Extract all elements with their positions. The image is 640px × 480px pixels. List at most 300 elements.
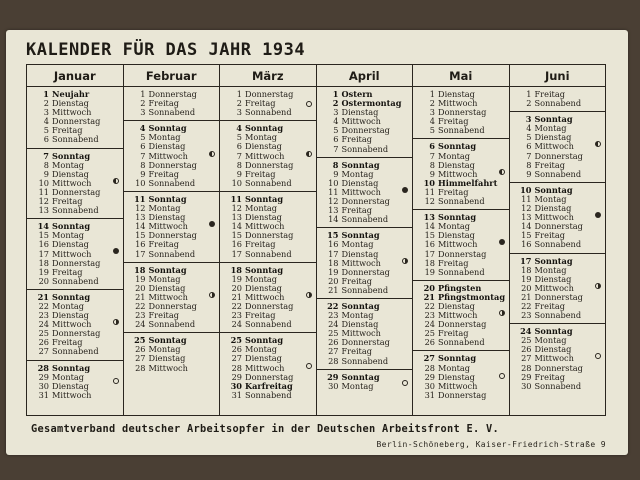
day-label: Dienstag: [52, 380, 89, 391]
day-number: 17: [424, 248, 435, 259]
day-label: Freitag: [534, 159, 565, 170]
day-number: 7: [140, 150, 146, 161]
day-number: 27: [328, 346, 339, 357]
day-number: 17: [135, 248, 146, 259]
day-number: 27: [38, 346, 49, 357]
day-number: 16: [231, 239, 242, 250]
day-label: Mittwoch: [148, 291, 188, 302]
day-label: Mittwoch: [438, 380, 478, 391]
day-row: [36, 206, 120, 215]
day-number: 29: [38, 371, 49, 382]
day-row: [422, 268, 506, 277]
moon-phase-icon: [402, 380, 408, 386]
day-label: Dienstag: [341, 107, 379, 118]
day-row: [133, 108, 217, 117]
day-number: 21: [423, 291, 435, 302]
day-number: 24: [328, 319, 339, 330]
moon-phase-icon: [306, 101, 312, 107]
day-label: Donnerstag: [534, 221, 583, 232]
day-label: Freitag: [438, 186, 469, 197]
day-row: [422, 197, 506, 206]
day-number: 3: [236, 107, 242, 118]
moon-phase-icon: [306, 151, 312, 157]
day-label: Mittwoch: [438, 168, 478, 179]
day-number: 1: [43, 89, 49, 99]
day-row: [326, 382, 410, 391]
day-number: 17: [38, 248, 49, 259]
week-block: [510, 183, 606, 254]
day-label: Dienstag: [52, 239, 89, 250]
day-row: [519, 170, 603, 179]
day-label: Donnerstag: [534, 291, 583, 302]
day-number: 25: [521, 335, 532, 346]
day-number: 21: [521, 291, 532, 302]
day-label: Freitag: [245, 98, 276, 109]
day-number: 3: [333, 107, 339, 118]
day-number: 7: [43, 150, 49, 161]
day-number: 20: [38, 275, 49, 286]
day-label: Mittwoch: [534, 282, 574, 293]
day-row: [422, 338, 506, 347]
day-label: Dienstag: [52, 168, 89, 179]
day-label: Sonnabend: [534, 168, 582, 179]
day-number: 26: [38, 337, 49, 348]
day-number: 27: [231, 353, 242, 364]
day-label: Dienstag: [52, 98, 89, 109]
day-label: Sonntag: [438, 141, 477, 152]
week-block: [510, 87, 606, 112]
day-label: Sonntag: [534, 326, 573, 337]
day-number: 16: [424, 239, 435, 250]
day-number: 16: [135, 239, 146, 250]
day-label: Mittwoch: [534, 353, 574, 364]
day-label: Montag: [52, 371, 84, 382]
day-label: Donnerstag: [148, 300, 197, 311]
day-label: Dienstag: [148, 141, 186, 152]
day-number: 21: [135, 291, 146, 302]
day-number: 2: [140, 98, 146, 109]
day-number: 14: [135, 221, 146, 232]
day-number: 8: [43, 159, 49, 170]
day-number: 10: [520, 184, 532, 195]
day-number: 6: [236, 141, 242, 152]
day-row: [36, 135, 120, 144]
calendar-card: [6, 30, 628, 455]
week-block: [220, 263, 316, 334]
day-number: 31: [38, 389, 49, 400]
day-label: Freitag: [341, 346, 372, 357]
day-number: 2: [43, 98, 49, 109]
day-number: 13: [423, 212, 435, 223]
day-label: Donnerstag: [534, 362, 583, 373]
day-label: Mittwoch: [341, 257, 381, 268]
day-number: 19: [521, 273, 532, 284]
day-label: Sonnabend: [148, 248, 196, 259]
day-row: [36, 277, 120, 286]
day-number: 11: [38, 186, 49, 197]
day-row: [519, 99, 603, 108]
day-number: 5: [43, 125, 49, 136]
day-label: Mittwoch: [438, 239, 478, 250]
day-label: Mittwoch: [341, 116, 381, 127]
publisher-name: Gesamtverband deutscher Arbeitsopfer in der Deutschen Arbeitsfront E. V.: [31, 423, 499, 435]
day-number: 6: [140, 141, 146, 152]
day-number: 28: [231, 362, 242, 373]
calendar-title: KALENDER FÜR DAS JAHR 1934: [26, 40, 306, 60]
week-block: [220, 87, 316, 121]
day-label: Mittwoch: [245, 221, 285, 232]
day-label: Dienstag: [438, 230, 475, 241]
day-number: 9: [333, 168, 339, 179]
day-number: 21: [231, 291, 242, 302]
day-number: 13: [521, 212, 532, 223]
moon-phase-icon: [209, 151, 215, 157]
day-label: Sonnabend: [148, 319, 196, 330]
day-number: 10: [231, 177, 242, 188]
day-number: 1: [429, 89, 435, 99]
day-number: 29: [424, 371, 435, 382]
day-label: Freitag: [52, 196, 83, 207]
calendar-grid: [26, 64, 606, 416]
day-label: Mittwoch: [148, 150, 188, 161]
day-label: Montag: [341, 380, 374, 391]
day-label: Freitag: [534, 371, 565, 382]
day-number: 2: [332, 98, 339, 109]
day-number: 23: [135, 310, 146, 321]
day-number: 5: [333, 125, 339, 136]
day-label: Donnerstag: [341, 337, 390, 348]
publisher-address: Berlin-Schöneberg, Kaiser-Friedrich-Straße 9: [376, 440, 606, 449]
day-number: 20: [231, 282, 242, 293]
moon-phase-icon: [113, 178, 119, 184]
day-label: Sonnabend: [52, 275, 99, 286]
day-label: Sonntag: [534, 255, 573, 266]
day-label: Montag: [534, 193, 567, 204]
day-number: 5: [236, 132, 242, 143]
day-label: Sonnabend: [52, 205, 99, 216]
day-label: Sonnabend: [52, 346, 99, 357]
day-label: Dienstag: [52, 310, 89, 321]
day-number: 22: [424, 300, 435, 311]
day-number: 1: [526, 89, 532, 99]
week-block: [220, 333, 316, 403]
day-number: 12: [424, 196, 435, 207]
day-label: Mittwoch: [341, 328, 381, 339]
day-number: 5: [140, 132, 146, 143]
day-label: Dienstag: [148, 212, 186, 223]
moon-phase-icon: [113, 378, 119, 384]
day-label: Montag: [534, 123, 567, 134]
day-number: 28: [424, 362, 435, 373]
week-block: [317, 228, 413, 299]
day-label: Freitag: [245, 310, 276, 321]
day-label: Montag: [245, 344, 277, 355]
day-number: 20: [135, 282, 146, 293]
day-label: Dienstag: [438, 371, 475, 382]
moon-phase-icon: [499, 310, 505, 316]
day-label: Montag: [52, 159, 84, 170]
day-number: 19: [38, 266, 49, 277]
day-label: Sonnabend: [438, 125, 485, 136]
month-name: Mai: [413, 65, 509, 87]
day-number: 19: [231, 273, 242, 284]
day-number: 30: [38, 380, 49, 391]
day-number: 22: [521, 300, 532, 311]
day-number: 8: [332, 159, 339, 170]
day-number: 14: [231, 221, 242, 232]
day-number: 24: [135, 319, 146, 330]
week-block: [220, 121, 316, 192]
day-label: Sonntag: [341, 230, 380, 241]
day-number: 14: [328, 214, 339, 225]
day-number: 26: [231, 344, 242, 355]
day-label: Sonntag: [438, 353, 477, 364]
day-number: 10: [135, 177, 146, 188]
day-label: Montag: [52, 300, 84, 311]
day-label: Montag: [438, 362, 470, 373]
day-label: Dienstag: [438, 89, 475, 99]
day-number: 21: [328, 284, 339, 295]
day-number: 31: [231, 389, 242, 400]
day-label: Dienstag: [245, 353, 282, 364]
day-label: Sonntag: [148, 193, 187, 204]
week-block: [413, 351, 509, 402]
week-block: [317, 158, 413, 229]
day-label: Mittwoch: [52, 389, 92, 400]
week-block: [124, 333, 220, 375]
day-number: 8: [140, 159, 146, 170]
day-number: 15: [38, 230, 49, 241]
day-number: 12: [135, 203, 146, 214]
day-number: 27: [423, 353, 435, 364]
day-label: Mittwoch: [245, 291, 285, 302]
week-block: [413, 139, 509, 210]
day-number: 9: [236, 168, 242, 179]
day-label: Dienstag: [245, 282, 282, 293]
day-number: 15: [135, 230, 146, 241]
day-label: Dienstag: [534, 203, 572, 214]
day-label: Dienstag: [245, 212, 282, 223]
day-label: Donnerstag: [245, 230, 294, 241]
day-number: 22: [38, 300, 49, 311]
day-row: [229, 391, 313, 400]
day-label: Mittwoch: [52, 319, 92, 330]
day-label: Donnerstag: [341, 125, 390, 136]
day-number: 4: [236, 123, 242, 134]
day-label: Pfingstmontag: [438, 291, 506, 302]
month-column: [510, 65, 606, 415]
day-number: 10: [423, 177, 435, 188]
day-number: 2: [526, 98, 532, 109]
day-label: Sonntag: [534, 114, 573, 125]
day-label: Dienstag: [534, 132, 572, 143]
day-label: Freitag: [245, 168, 276, 179]
month-column: [413, 65, 510, 415]
day-number: 13: [38, 205, 49, 216]
day-number: 13: [328, 205, 339, 216]
day-number: 18: [328, 257, 339, 268]
day-number: 5: [429, 125, 435, 136]
day-number: 20: [423, 282, 435, 293]
week-block: [317, 370, 413, 394]
week-block: [220, 192, 316, 263]
day-label: Freitag: [534, 230, 565, 241]
week-block: [124, 263, 220, 334]
day-label: Donnerstag: [438, 248, 487, 259]
day-label: Sonnabend: [245, 177, 292, 188]
week-block: [510, 254, 606, 325]
day-number: 12: [38, 196, 49, 207]
day-number: 18: [38, 257, 49, 268]
day-number: 3: [140, 107, 146, 118]
week-block: [124, 121, 220, 192]
day-label: Sonnabend: [245, 319, 292, 330]
week-block: [27, 361, 123, 403]
day-number: 22: [231, 300, 242, 311]
day-number: 23: [424, 310, 435, 321]
day-label: Sonnabend: [148, 107, 196, 118]
day-label: Sonntag: [52, 221, 91, 232]
day-label: Sonnabend: [534, 98, 582, 109]
day-number: 18: [521, 264, 532, 275]
day-number: 23: [231, 310, 242, 321]
day-label: Donnerstag: [52, 328, 101, 339]
day-label: Freitag: [341, 134, 372, 145]
day-label: Freitag: [52, 337, 83, 348]
day-label: Sonntag: [148, 335, 187, 346]
moon-phase-icon: [402, 187, 408, 193]
day-label: Sonntag: [534, 184, 573, 195]
day-label: Montag: [438, 221, 470, 232]
day-label: Donnerstag: [52, 186, 101, 197]
day-label: Dienstag: [438, 300, 475, 311]
day-row: [229, 108, 313, 117]
day-label: Sonnabend: [52, 134, 99, 145]
day-label: Sonnabend: [245, 248, 292, 259]
day-label: Dienstag: [438, 159, 475, 170]
day-label: Freitag: [148, 168, 179, 179]
day-label: Freitag: [534, 89, 565, 99]
day-label: Mittwoch: [341, 186, 381, 197]
day-label: Neujahr: [52, 89, 90, 99]
day-number: 21: [37, 291, 49, 302]
moon-phase-icon: [306, 363, 312, 369]
day-number: 30: [521, 380, 532, 391]
day-number: 12: [231, 203, 242, 214]
day-number: 26: [328, 337, 339, 348]
week-block: [124, 87, 220, 121]
moon-phase-icon: [113, 319, 119, 325]
day-label: Freitag: [52, 125, 83, 136]
month-name: April: [317, 65, 413, 87]
day-number: 6: [526, 141, 532, 152]
day-label: Sonnabend: [534, 310, 582, 321]
day-row: [133, 320, 217, 329]
day-label: Donnerstag: [438, 389, 487, 400]
day-label: Donnerstag: [148, 89, 197, 99]
day-row: [36, 391, 120, 400]
day-number: 23: [328, 310, 339, 321]
day-label: Freitag: [148, 310, 179, 321]
day-label: Sonntag: [52, 362, 91, 373]
day-number: 19: [135, 273, 146, 284]
day-number: 5: [526, 132, 532, 143]
day-label: Sonnabend: [245, 389, 292, 400]
day-label: Sonnabend: [341, 214, 389, 225]
day-row: [133, 179, 217, 188]
day-number: 8: [429, 159, 435, 170]
day-number: 11: [521, 193, 532, 204]
moon-phase-icon: [595, 283, 601, 289]
day-number: 9: [43, 168, 49, 179]
day-label: Montag: [52, 230, 84, 241]
day-label: Mittwoch: [245, 150, 285, 161]
day-number: 30: [424, 380, 435, 391]
day-row: [36, 347, 120, 356]
day-label: Himmelfahrt: [438, 177, 498, 188]
moon-phase-icon: [402, 258, 408, 264]
day-number: 24: [231, 319, 242, 330]
day-number: 9: [140, 168, 146, 179]
day-label: Dienstag: [148, 282, 186, 293]
day-number: 26: [424, 337, 435, 348]
day-row: [229, 320, 313, 329]
day-label: Donnerstag: [148, 230, 197, 241]
day-row: [229, 250, 313, 259]
day-label: Dienstag: [534, 344, 572, 355]
day-label: Montag: [245, 132, 277, 143]
day-number: 17: [520, 255, 532, 266]
day-number: 25: [328, 328, 339, 339]
day-number: 26: [521, 344, 532, 355]
day-label: Freitag: [438, 328, 469, 339]
day-number: 11: [230, 193, 242, 204]
day-number: 26: [135, 344, 146, 355]
day-label: Mittwoch: [148, 221, 188, 232]
day-label: Sonnabend: [534, 380, 582, 391]
day-label: Sonntag: [341, 371, 380, 382]
day-label: Sonntag: [52, 150, 91, 161]
day-label: Donnerstag: [245, 89, 294, 99]
day-label: Montag: [341, 310, 374, 321]
day-number: 22: [327, 300, 339, 311]
day-number: 4: [333, 116, 339, 127]
day-label: Montag: [438, 150, 470, 161]
day-number: 2: [429, 98, 435, 109]
day-label: Sonnabend: [341, 355, 389, 366]
day-label: Mittwoch: [148, 362, 188, 373]
day-row: [326, 215, 410, 224]
day-label: Sonntag: [245, 193, 284, 204]
day-label: Mittwoch: [245, 362, 285, 373]
day-number: 23: [38, 310, 49, 321]
day-number: 1: [140, 89, 146, 99]
day-number: 20: [328, 275, 339, 286]
day-number: 24: [520, 326, 532, 337]
day-label: Freitag: [341, 275, 372, 286]
moon-phase-icon: [306, 292, 312, 298]
month-column: [220, 65, 317, 415]
day-number: 7: [236, 150, 242, 161]
day-label: Montag: [341, 168, 374, 179]
day-number: 24: [424, 319, 435, 330]
day-number: 27: [135, 353, 146, 364]
day-label: Sonntag: [52, 291, 91, 302]
day-label: Sonnabend: [245, 107, 292, 118]
day-label: Donnerstag: [341, 196, 390, 207]
day-label: Ostermontag: [341, 98, 402, 109]
day-label: Mittwoch: [52, 177, 92, 188]
